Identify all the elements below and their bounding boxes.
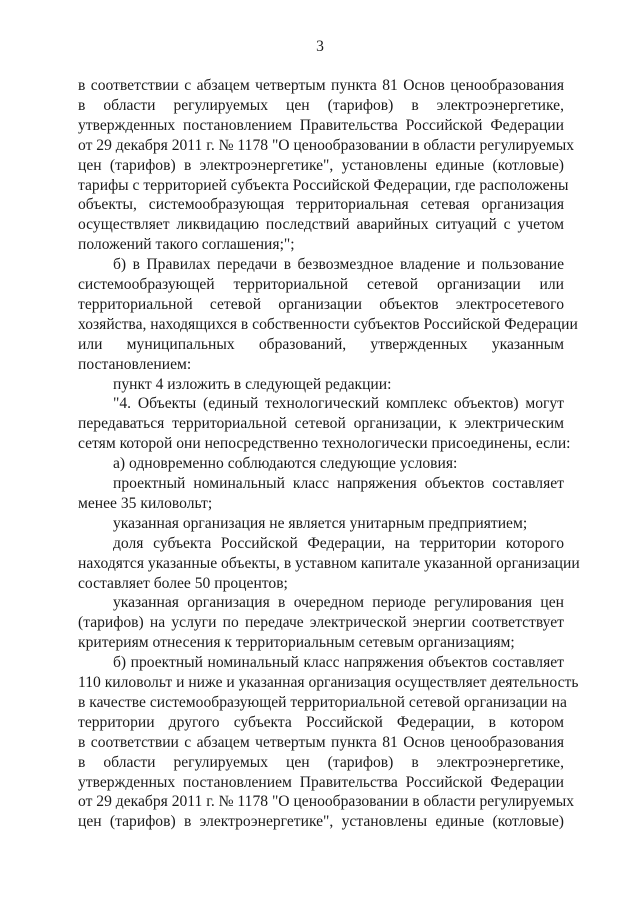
- text-line: указанная организация не является унитарным предприятием;: [113, 514, 528, 532]
- text-line: утвержденных постановлением Правительства Российской Федерации: [78, 773, 564, 791]
- text-line: системообразующей территориальной сетевой организации или: [78, 276, 564, 293]
- text-line: "4. Объекты (единый технологический комплекс объектов) могут: [113, 395, 564, 413]
- text-line: менее 35 киловольт;: [78, 494, 213, 512]
- text-line: от 29 декабря 2011 г. № 1178 "О ценообразовании в области регулируемых: [78, 793, 575, 811]
- text-line: хозяйства, находящихся в собственности субъектов Российской Федерации: [78, 315, 578, 333]
- text-line: цен (тарифов) в электроэнергетике", установлены единые (котловые): [78, 813, 564, 831]
- page-number: 3: [316, 38, 324, 55]
- text-line: тарифы с территорией субъекта Российской Федерации, где расположены: [78, 176, 569, 194]
- text-line: в качестве системообразующей территориальной сетевой организации на: [78, 693, 567, 711]
- text-line: проектный номинальный класс напряжения объектов составляет: [113, 475, 564, 492]
- text-line: сетям которой они непосредственно технологически присоединены, если:: [78, 435, 571, 453]
- text-line: составляет более 50 процентов;: [78, 574, 288, 592]
- text-line: указанная организация в очередном периоде регулирования цен: [113, 594, 564, 612]
- text-line: а) одновременно соблюдаются следующие условия:: [113, 455, 458, 473]
- text-line: в соответствии с абзацем четвертым пункта 81 Основ ценообразования: [78, 77, 564, 94]
- text-line: в области регулируемых цен (тарифов) в электроэнергетике,: [78, 96, 564, 114]
- text-line: осуществляет ликвидацию последствий аварийных ситуаций с учетом: [78, 216, 564, 234]
- text-line: в соответствии с абзацем четвертым пункта 81 Основ ценообразования: [78, 733, 564, 751]
- text-line: находятся указанные объекты, в уставном капитале указанной организации: [78, 554, 580, 572]
- text-line: передаваться территориальной сетевой организации, к электрическим: [78, 415, 564, 433]
- text-line: доля субъекта Российской Федерации, на территории которого: [113, 534, 564, 552]
- text-line: утвержденных постановлением Правительства Российской Федерации: [78, 116, 564, 134]
- text-line: критериям отнесения к территориальным сетевым организациям;: [78, 634, 515, 652]
- text-line: 110 киловольт и ниже и указанная организация осуществляет деятельность: [78, 674, 579, 691]
- text-line: в области регулируемых цен (тарифов) в электроэнергетике,: [78, 753, 564, 771]
- text-line: б) проектный номинальный класс напряжения объектов составляет: [113, 654, 564, 672]
- text-line: цен (тарифов) в электроэнергетике", установлены единые (котловые): [78, 156, 564, 174]
- text-line: положений такого соглашения;";: [78, 236, 295, 254]
- text-line: от 29 декабря 2011 г. № 1178 "О ценообразовании в области регулируемых: [78, 136, 575, 154]
- text-line: постановлением:: [78, 355, 192, 373]
- text-line: объекты, системообразующая территориальная сетевая организация: [78, 196, 564, 214]
- text-line: б) в Правилах передачи в безвозмездное владение и пользование: [113, 256, 564, 274]
- text-line: или муниципальных образований, утвержденных указанным: [78, 335, 564, 353]
- text-line: территории другого субъекта Российской Федерации, в котором: [78, 713, 564, 731]
- text-line: пункт 4 изложить в следующей редакции:: [113, 375, 392, 393]
- text-line: территориальной сетевой организации объектов электросетевого: [78, 295, 564, 313]
- text-line: (тарифов) на услуги по передаче электрической энергии соответствует: [78, 614, 564, 632]
